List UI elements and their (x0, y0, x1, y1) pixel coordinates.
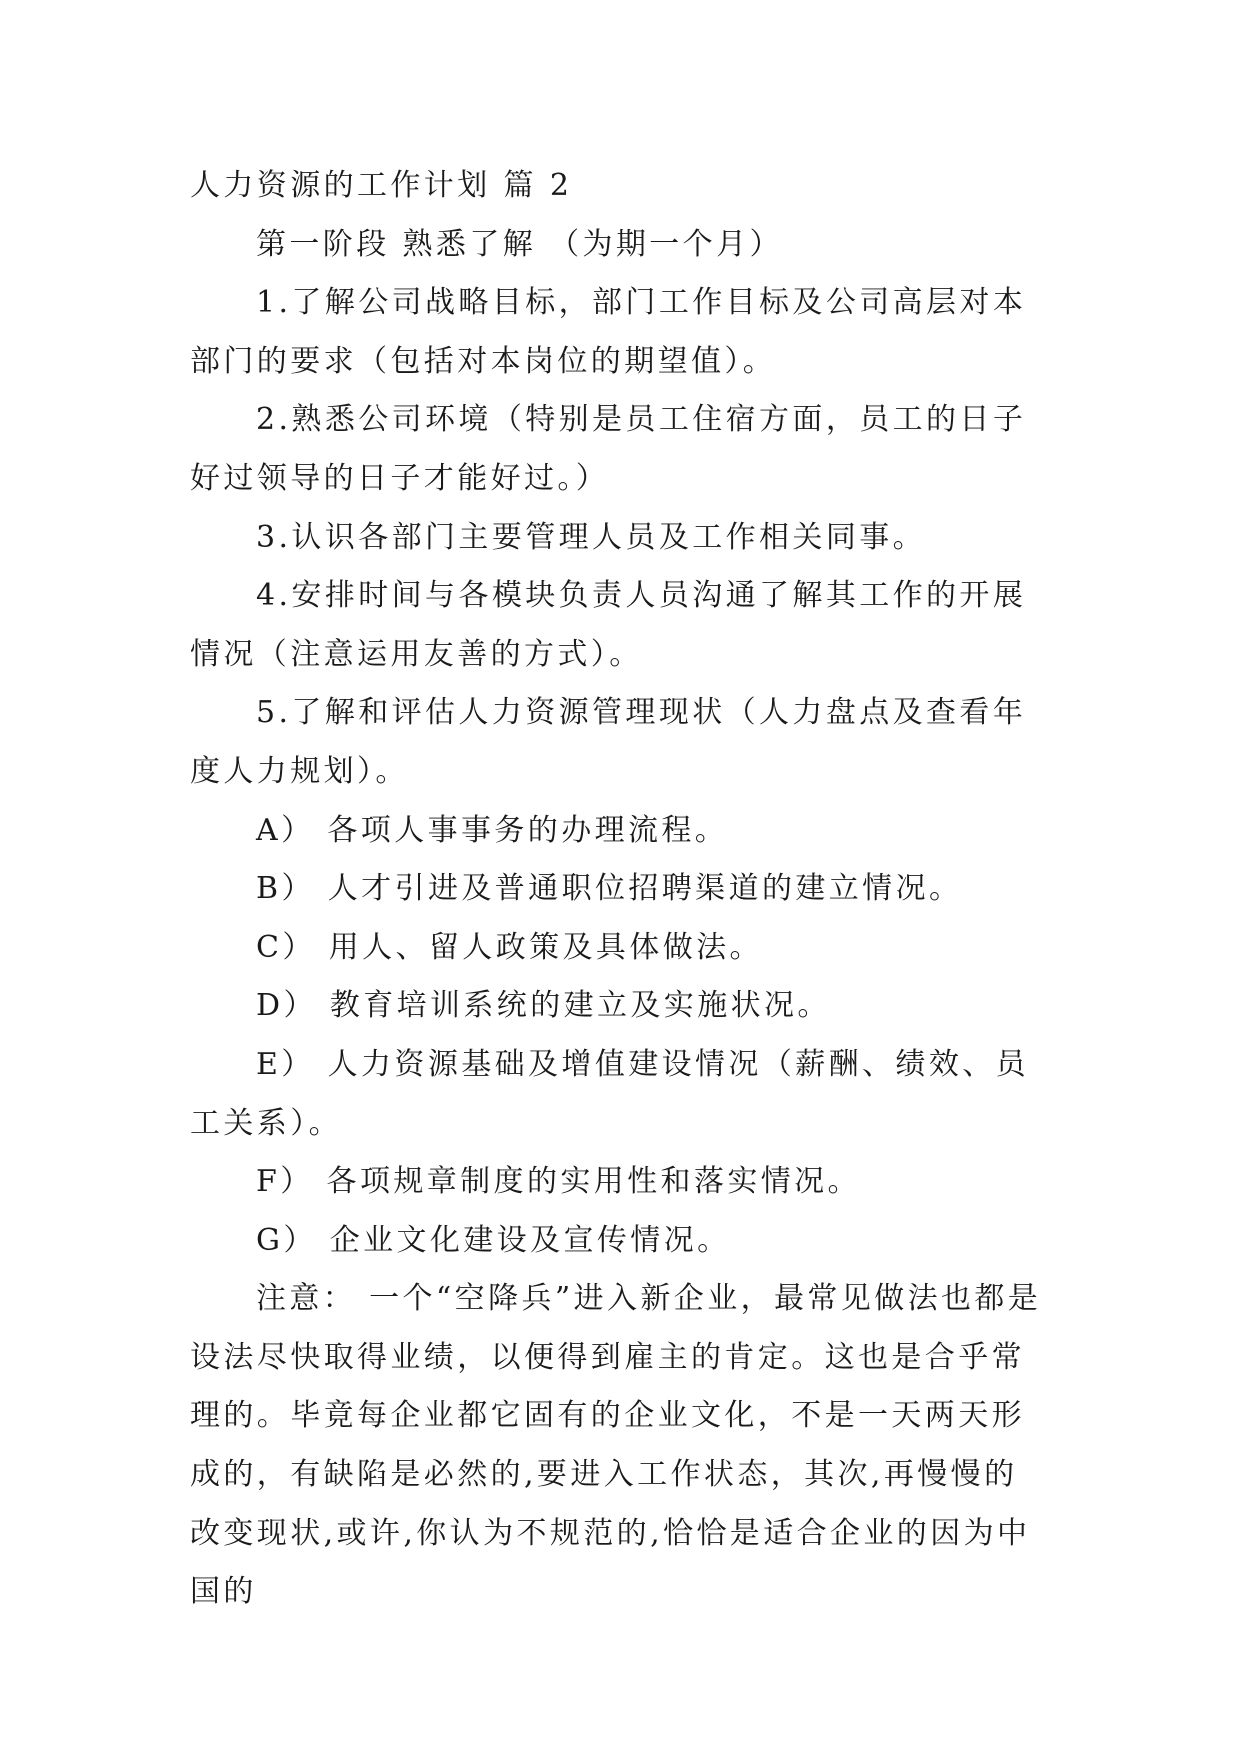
paragraph-item-1: 1.了解公司战略目标，部门工作目标及公司高层对本部门的要求（包括对本岗位的期望值）。 (190, 285, 1027, 379)
sub-item-g: G） 企业文化建设及宣传情况。 (256, 1222, 731, 1258)
document-body (190, 157, 1050, 1622)
sub-item-e: E） 人力资源基础及增值建设情况（薪酬、绩效、员工关系）。 (190, 1046, 1030, 1141)
sub-item-d: D） 教育培训系统的建立及实施状况。 (256, 988, 831, 1024)
sub-item-b: B） 人才引进及普通职位招聘渠道的建立情况。 (256, 871, 963, 907)
paragraph-item-5: 5.了解和评估人力资源管理现状（人力盘点及查看年度人力规划）。 (190, 695, 1027, 789)
paragraph-item-2: 2.熟悉公司环境（特别是员工住宿方面，员工的日子好过领导的日子才能好过。） (190, 402, 1027, 496)
sub-item-f: F） 各项规章制度的实用性和落实情况。 (256, 1164, 861, 1200)
note-paragraph: 注意： 一个“空降兵”进入新企业，最常见做法也都是设法尽快取得业绩，以便得到雇主的肯定。这也是合乎常理的。毕竟每企业都它固有的企业文化，不是一天两天形成的，有缺陷是必然的,要进入工作状态，其次,再慢慢的改变现状,或许,你认为不规范的,恰恰是适合企业的因为中国的 (190, 1281, 1042, 1610)
sub-item-a: A） 各项人事事务的办理流程。 (256, 812, 729, 848)
document-title: 人力资源的工作计划 篇 2 (190, 168, 573, 203)
section-heading: 第一阶段 熟悉了解 （为期一个月） (256, 226, 783, 262)
paragraph-item-4: 4.安排时间与各模块负责人员沟通了解其工作的开展情况（注意运用友善的方式）。 (190, 578, 1027, 672)
paragraph-item-3: 3.认识各部门主要管理人员及工作相关同事。 (256, 519, 927, 555)
sub-item-c: C） 用人、留人政策及具体做法。 (256, 929, 763, 965)
